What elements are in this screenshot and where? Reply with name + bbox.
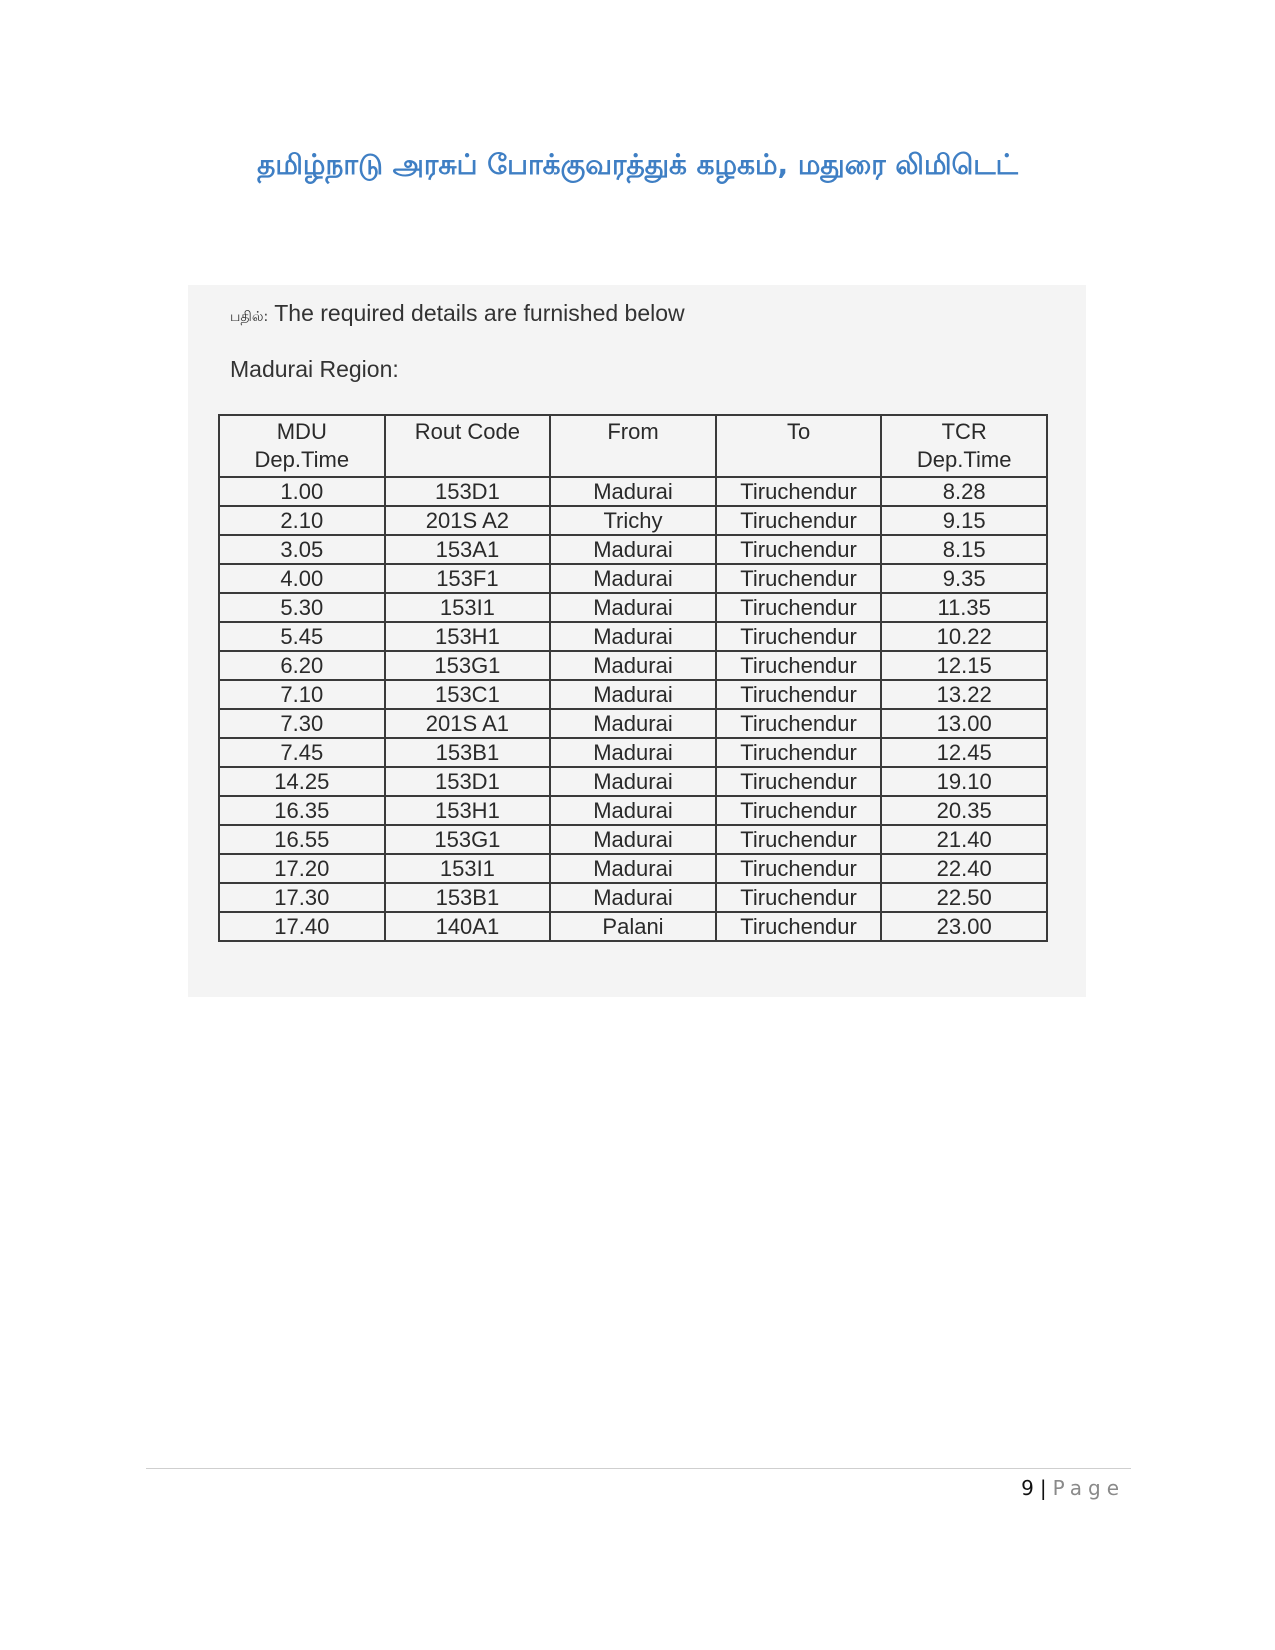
mdu-dep-time-cell: 17.40 (219, 912, 385, 941)
tcr-dep-time-cell: 11.35 (881, 593, 1047, 622)
rout-code-cell: 153C1 (385, 680, 551, 709)
to-cell: Tiruchendur (716, 535, 882, 564)
to-cell: Tiruchendur (716, 622, 882, 651)
to-cell: Tiruchendur (716, 506, 882, 535)
page-word: Page (1052, 1476, 1125, 1500)
table-row (219, 593, 1047, 622)
table-row (219, 622, 1047, 651)
rout-code-cell: 153H1 (385, 796, 551, 825)
mdu-dep-time-cell: 5.30 (219, 593, 385, 622)
tcr-dep-time-cell: 9.35 (881, 564, 1047, 593)
column-header-rout-code: Rout Code (385, 415, 551, 477)
to-cell: Tiruchendur (716, 477, 882, 506)
table-row (219, 767, 1047, 796)
to-cell: Tiruchendur (716, 709, 882, 738)
to-cell: Tiruchendur (716, 680, 882, 709)
mdu-dep-time-cell: 16.35 (219, 796, 385, 825)
to-cell: Tiruchendur (716, 912, 882, 941)
table-row (219, 709, 1047, 738)
from-cell: Trichy (550, 506, 716, 535)
table-header-row (219, 415, 1047, 477)
footer-separator: | (1039, 1476, 1047, 1500)
column-header-tcr-dep-time: TCR Dep.Time (881, 415, 1047, 477)
rout-code-cell: 153B1 (385, 738, 551, 767)
to-cell: Tiruchendur (716, 738, 882, 767)
tcr-dep-time-cell: 22.50 (881, 883, 1047, 912)
mdu-dep-time-cell: 7.10 (219, 680, 385, 709)
tcr-dep-time-cell: 12.45 (881, 738, 1047, 767)
from-cell: Madurai (550, 825, 716, 854)
to-cell: Tiruchendur (716, 825, 882, 854)
bus-timetable (218, 414, 1048, 942)
region-label: Madurai Region: (230, 356, 399, 382)
mdu-dep-time-cell: 7.45 (219, 738, 385, 767)
to-cell: Tiruchendur (716, 883, 882, 912)
table-row (219, 912, 1047, 941)
table-row (219, 825, 1047, 854)
tcr-dep-time-cell: 8.15 (881, 535, 1047, 564)
table-row (219, 738, 1047, 767)
mdu-dep-time-cell: 3.05 (219, 535, 385, 564)
from-cell: Madurai (550, 709, 716, 738)
from-cell: Madurai (550, 883, 716, 912)
to-cell: Tiruchendur (716, 651, 882, 680)
from-cell: Madurai (550, 593, 716, 622)
table-row (219, 564, 1047, 593)
rout-code-cell: 201S A2 (385, 506, 551, 535)
rout-code-cell: 153G1 (385, 651, 551, 680)
column-header-mdu-dep-time: MDU Dep.Time (219, 415, 385, 477)
tcr-dep-time-cell: 22.40 (881, 854, 1047, 883)
from-cell: Palani (550, 912, 716, 941)
mdu-dep-time-cell: 16.55 (219, 825, 385, 854)
mdu-dep-time-cell: 17.20 (219, 854, 385, 883)
rout-code-cell: 153H1 (385, 622, 551, 651)
to-cell: Tiruchendur (716, 564, 882, 593)
intro-text: The required details are furnished below (274, 300, 685, 326)
page-title: தமிழ்நாடு அரசுப் போக்குவரத்துக் கழகம், மதுரை லிமிடெட் (257, 148, 1018, 181)
from-cell: Madurai (550, 477, 716, 506)
mdu-dep-time-cell: 6.20 (219, 651, 385, 680)
to-cell: Tiruchendur (716, 854, 882, 883)
tcr-dep-time-cell: 9.15 (881, 506, 1047, 535)
rout-code-cell: 140A1 (385, 912, 551, 941)
column-header-from: From (550, 415, 716, 477)
table-row (219, 506, 1047, 535)
from-cell: Madurai (550, 796, 716, 825)
table-row (219, 477, 1047, 506)
from-cell: Madurai (550, 767, 716, 796)
table-row (219, 854, 1047, 883)
tcr-dep-time-cell: 12.15 (881, 651, 1047, 680)
table-row (219, 883, 1047, 912)
tcr-dep-time-cell: 20.35 (881, 796, 1047, 825)
mdu-dep-time-cell: 17.30 (219, 883, 385, 912)
tcr-dep-time-cell: 13.22 (881, 680, 1047, 709)
rout-code-cell: 153I1 (385, 854, 551, 883)
table-row (219, 651, 1047, 680)
column-header-to: To (716, 415, 882, 477)
from-cell: Madurai (550, 738, 716, 767)
to-cell: Tiruchendur (716, 767, 882, 796)
from-cell: Madurai (550, 854, 716, 883)
from-cell: Madurai (550, 564, 716, 593)
from-cell: Madurai (550, 535, 716, 564)
mdu-dep-time-cell: 4.00 (219, 564, 385, 593)
rout-code-cell: 153D1 (385, 477, 551, 506)
rout-code-cell: 153G1 (385, 825, 551, 854)
to-cell: Tiruchendur (716, 593, 882, 622)
rout-code-cell: 153F1 (385, 564, 551, 593)
rout-code-cell: 153B1 (385, 883, 551, 912)
answer-label: பதில்: (230, 309, 269, 325)
tcr-dep-time-cell: 10.22 (881, 622, 1047, 651)
footer-divider (146, 1468, 1131, 1469)
rout-code-cell: 201S A1 (385, 709, 551, 738)
mdu-dep-time-cell: 2.10 (219, 506, 385, 535)
table-row (219, 796, 1047, 825)
tcr-dep-time-cell: 23.00 (881, 912, 1047, 941)
mdu-dep-time-cell: 7.30 (219, 709, 385, 738)
rout-code-cell: 153A1 (385, 535, 551, 564)
page-number: 9 (1021, 1476, 1034, 1500)
from-cell: Madurai (550, 622, 716, 651)
to-cell: Tiruchendur (716, 796, 882, 825)
page-footer (1021, 1476, 1125, 1500)
tcr-dep-time-cell: 8.28 (881, 477, 1047, 506)
from-cell: Madurai (550, 651, 716, 680)
from-cell: Madurai (550, 680, 716, 709)
mdu-dep-time-cell: 5.45 (219, 622, 385, 651)
rout-code-cell: 153I1 (385, 593, 551, 622)
mdu-dep-time-cell: 14.25 (219, 767, 385, 796)
mdu-dep-time-cell: 1.00 (219, 477, 385, 506)
table-row (219, 680, 1047, 709)
tcr-dep-time-cell: 21.40 (881, 825, 1047, 854)
rout-code-cell: 153D1 (385, 767, 551, 796)
table-row (219, 535, 1047, 564)
tcr-dep-time-cell: 13.00 (881, 709, 1047, 738)
tcr-dep-time-cell: 19.10 (881, 767, 1047, 796)
intro-line (230, 300, 685, 327)
